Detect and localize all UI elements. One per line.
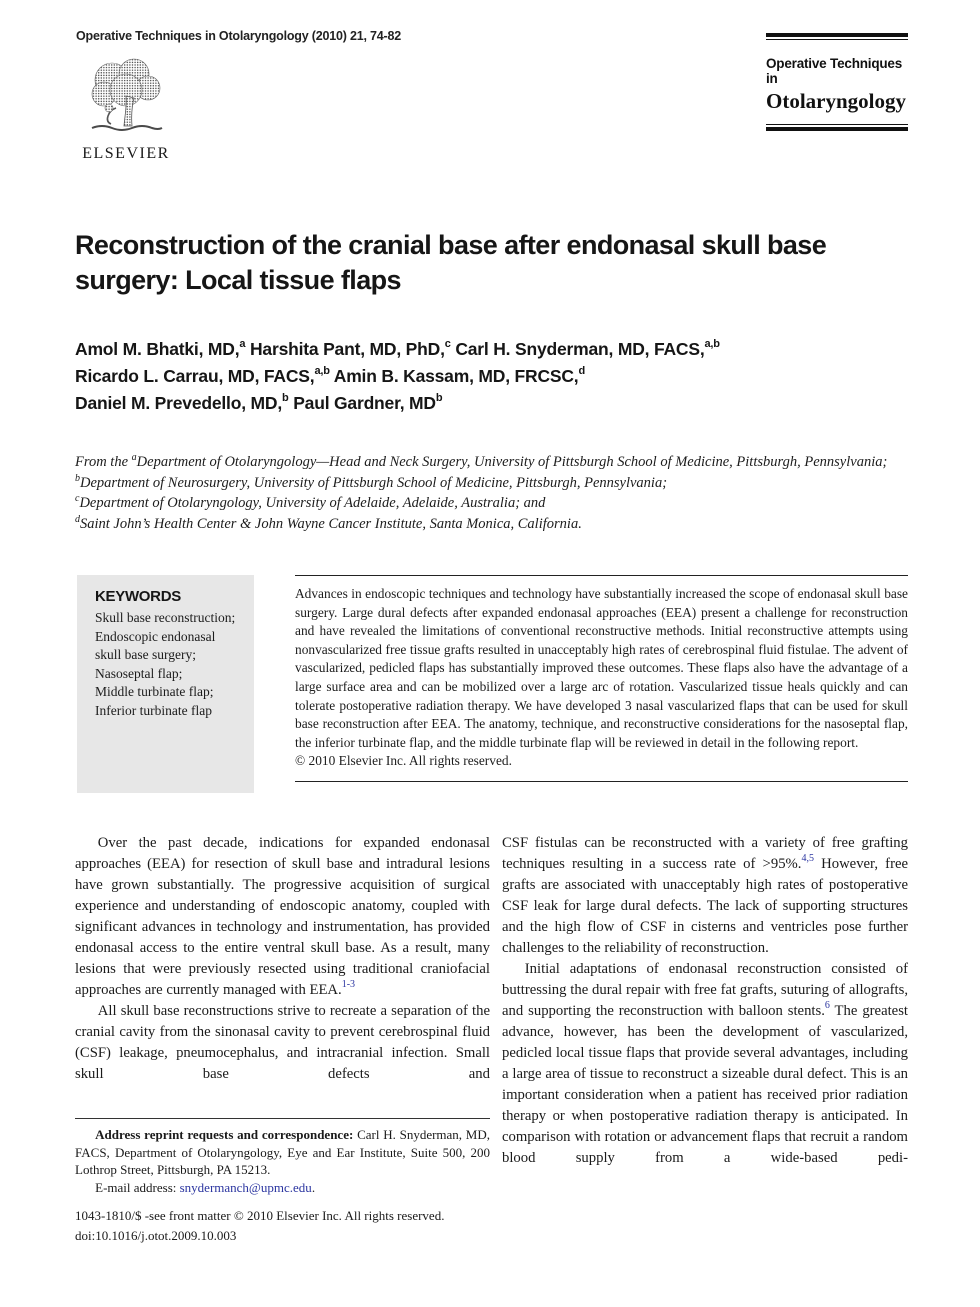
reference-link[interactable]: 6 <box>824 1000 830 1012</box>
author-line: Daniel M. Prevedello, MD,$^b$ Paul Gardner, $MD^b$ <box>75 392 443 413</box>
superscript: d <box>578 365 585 378</box>
correspondence-footnote <box>75 1118 490 1196</box>
keywords-box <box>77 575 254 793</box>
paragraph: CSF fistulas can be reconstructed with a variety of free grafting techniques resulting in a success rate of >95%.$^{4,5}$ However, free grafts are associated with unacceptably high rates of postoperative CSF leak for large dural defects. The lack of supporting structures and the high flow of CSF in cisterns and ventricles pose further challenges to the reliability of reconstruction. <box>502 835 909 956</box>
abstract-section <box>295 575 908 782</box>
reference-link[interactable]: 1-3 <box>341 979 356 991</box>
author-line: Amol M. Bhatki, MD,$^a$ Harshita Pant, MD, PhD,$^c$ Carl H. Snyderman, MD, FACS,$^{a,b}$ <box>75 338 720 359</box>
journal-masthead <box>766 33 908 131</box>
issn-line: 1043-1810/$ -see front matter © 2010 Elsevier Inc. All rights reserved. <box>75 1208 445 1223</box>
affiliations <box>75 452 920 534</box>
body-column-right <box>502 833 908 1169</box>
masthead-journal-name: Otolaryngology <box>766 89 906 113</box>
superscript: b <box>282 392 289 405</box>
reference-link[interactable]: 4,5 <box>801 853 814 865</box>
correspondence-text <box>75 1126 490 1179</box>
keywords-list <box>95 609 242 720</box>
superscript: d <box>75 513 80 525</box>
superscript: c <box>444 338 451 351</box>
email-line <box>75 1179 490 1197</box>
journal-citation: Operative Techniques in Otolaryngology (2010) 21, 74-82 <box>76 29 401 43</box>
correspondence-rest: Carl H. Snyderman, MD, FACS, Department of Otolaryngology, Eye and Ear Institute, Suite 500, 200 Lothrop Street, Pittsburgh, PA 15213. <box>75 1127 490 1178</box>
legal-block <box>75 1206 495 1245</box>
paragraph: Over the past decade, indications for expanded endonasal approaches (EEA) for resection of skull base and intradural lesions have grown substantially. The progressive acquisition of surgical experience and understanding of endoscopic anatomy, coupled with significant advances in technology and instrumentation, has provided endonasal access to the entire ventral skull base. As a result, many lesions that were previously resected using traditional craniofacial approaches are currently managed with EEA.$^{1-3}$ <box>75 835 490 998</box>
superscript: b <box>75 472 80 484</box>
author-list <box>75 336 935 417</box>
abstract-copyright: © 2010 Elsevier Inc. All rights reserved. <box>295 753 512 769</box>
email-label: E-mail address: <box>95 1179 180 1195</box>
affil-line: $^d$Saint John’s Health Center & John Wayne Cancer Institute, Santa Monica, California. <box>75 513 582 532</box>
correspondence-label: Address reprint requests and correspondence: <box>95 1127 354 1142</box>
superscript: a <box>131 452 137 464</box>
superscript: b <box>435 392 443 405</box>
affil-line: $^c$Department of Otolaryngology, University of Adelaide, Adelaide, Australia; and <box>75 493 546 511</box>
article-title: Reconstruction of the cranial base after endonasal skull base surgery: Local tissue flaps <box>75 230 827 295</box>
superscript: a <box>239 338 246 351</box>
kw-item: Nasoseptal flap; <box>95 665 183 681</box>
affil-line: $^b$Department of Neurosurgery, University of Pittsburgh School of Medicine, Pittsburgh, Pennsylvania; <box>75 472 668 491</box>
kw-item: Middle turbinate flap; <box>95 684 214 699</box>
keywords-heading: KEYWORDS <box>95 588 181 605</box>
masthead-rule-top-thin <box>766 39 908 40</box>
email-link[interactable]: snydermanch@upmc.edu <box>179 1179 312 1195</box>
superscript: c <box>75 493 80 505</box>
doi-line: doi:10.1016/j.otot.2009.10.003 <box>75 1227 237 1243</box>
elsevier-logo <box>76 56 176 163</box>
author-line: Ricardo L. Carrau, MD, FACS,$^{a,b}$ Amin B. Kassam, MD, FRCSC,$^d$ <box>75 365 585 386</box>
publisher-name: ELSEVIER <box>82 145 170 162</box>
superscript: a,b <box>314 365 330 378</box>
masthead-rule-top-thick <box>766 33 908 37</box>
masthead-series-name: Operative Techniques in <box>766 56 903 86</box>
elsevier-tree-icon <box>82 125 170 142</box>
affil-line: From the $^a$Department of Otolaryngology—Head and Neck Surgery, University of Pittsburgh School of Medicine, Pittsburgh, Pennsylvania; <box>75 452 888 470</box>
kw-item: Endoscopic endonasal skull base surgery; <box>95 628 216 662</box>
email-period: . <box>311 1179 316 1195</box>
kw-item: Skull base reconstruction; <box>95 610 236 625</box>
superscript: a,b <box>704 338 720 351</box>
masthead-rule-bottom-thin <box>766 124 908 125</box>
paragraph: All skull base reconstructions strive to recreate a separation of the cranial cavity from the sinonasal cavity to prevent cerebrospinal fluid (CSF) leakage, pneumocephalus, and intracranial infection. Small skull base defects and <box>75 1003 490 1082</box>
body-column-left <box>75 833 490 1085</box>
abstract-text: Advances in endoscopic techniques and technology have substantially increased the scope of endonasal skull base surgery. Large dural defects after expanded endonasal approaches (EEA) present a challenge for reconstruction and have revealed the limitations of conventional reconstructive methods. Initial reconstructive attempts using nonvascularized free tissue grafts resulted in unacceptably high rates of cerebrospinal fluid fistulae. The advent of vascularized, pedicled flaps has substantially improved these outcomes. These flaps also have the advantage of a large surface area and can be mobilized over a large arc of rotation. Vascularized tissue heals quickly and can tolerate postoperative radiation therapy. We have developed 3 nasal vascularized flaps that can be used for skull base reconstruction after EEA. The anatomy, technique, and reconstructive considerations for the nasoseptal flap, the inferior turbinate flap, and the middle turbinate flap will be reviewed in detail in the following report. <box>295 586 908 750</box>
paragraph: Initial adaptations of endonasal reconstruction consisted of buttressing the dural repair with free fat grafts, suturing of allografts, and supporting the reconstruction with balloon stents.$^6$ The greatest advance, however, has been the development of vascularized, pedicled local tissue flaps that provide several advantages, including a large area of tissue to reconstruct a sizeable dural defect. This is an important consideration when a patient has received prior radiation therapy or when postoperative radiation therapy is anticipated. In comparison with rotation or advancement flaps that recruit a random blood supply from a wide-based pedi- <box>502 961 908 1166</box>
kw-item: Inferior turbinate flap <box>95 702 212 718</box>
masthead-rule-bottom-thick <box>766 127 908 131</box>
